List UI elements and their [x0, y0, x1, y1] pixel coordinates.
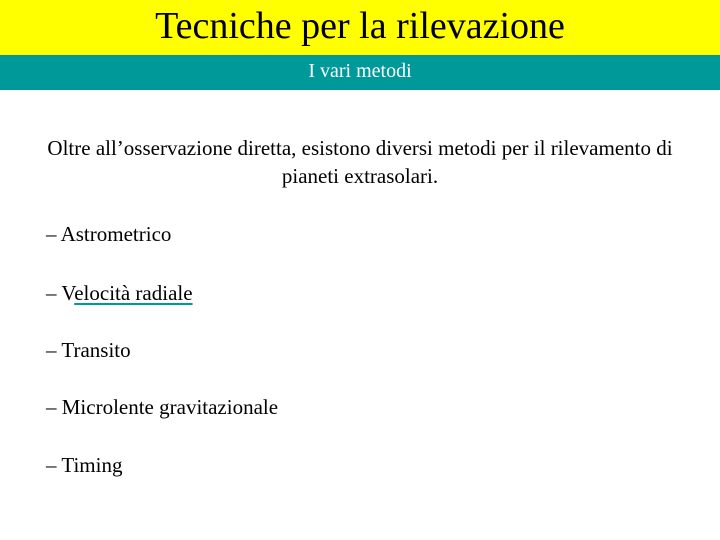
method-item-velocita-radiale[interactable] [46, 280, 193, 306]
method-label: Transito [61, 338, 131, 362]
method-item-transito [46, 337, 131, 363]
dash: – [46, 453, 62, 477]
method-label-start: V [61, 281, 75, 305]
method-label: Timing [61, 453, 123, 477]
method-item-timing [46, 452, 122, 478]
slide-title: Tecniche per la rilevazione [155, 4, 565, 47]
title-bar [0, 0, 720, 55]
subtitle-bar [0, 55, 720, 90]
slide-subtitle: I vari metodi [308, 59, 412, 82]
dash: – [46, 281, 62, 305]
method-label-link[interactable]: elocità radiale [74, 281, 193, 305]
method-label: Astrometrico [60, 222, 172, 246]
method-item-microlente [46, 394, 278, 420]
dash: – [46, 395, 62, 419]
method-item-astrometrico [46, 221, 171, 247]
dash: – [46, 222, 61, 246]
intro-paragraph: Oltre all’osservazione diretta, esistono diversi metodi per il rilevamento di pianeti extrasolari. [47, 136, 673, 188]
velocita-radiale-link[interactable] [61, 281, 192, 305]
method-label: Microlente gravitazionale [61, 395, 279, 419]
dash: – [46, 338, 62, 362]
